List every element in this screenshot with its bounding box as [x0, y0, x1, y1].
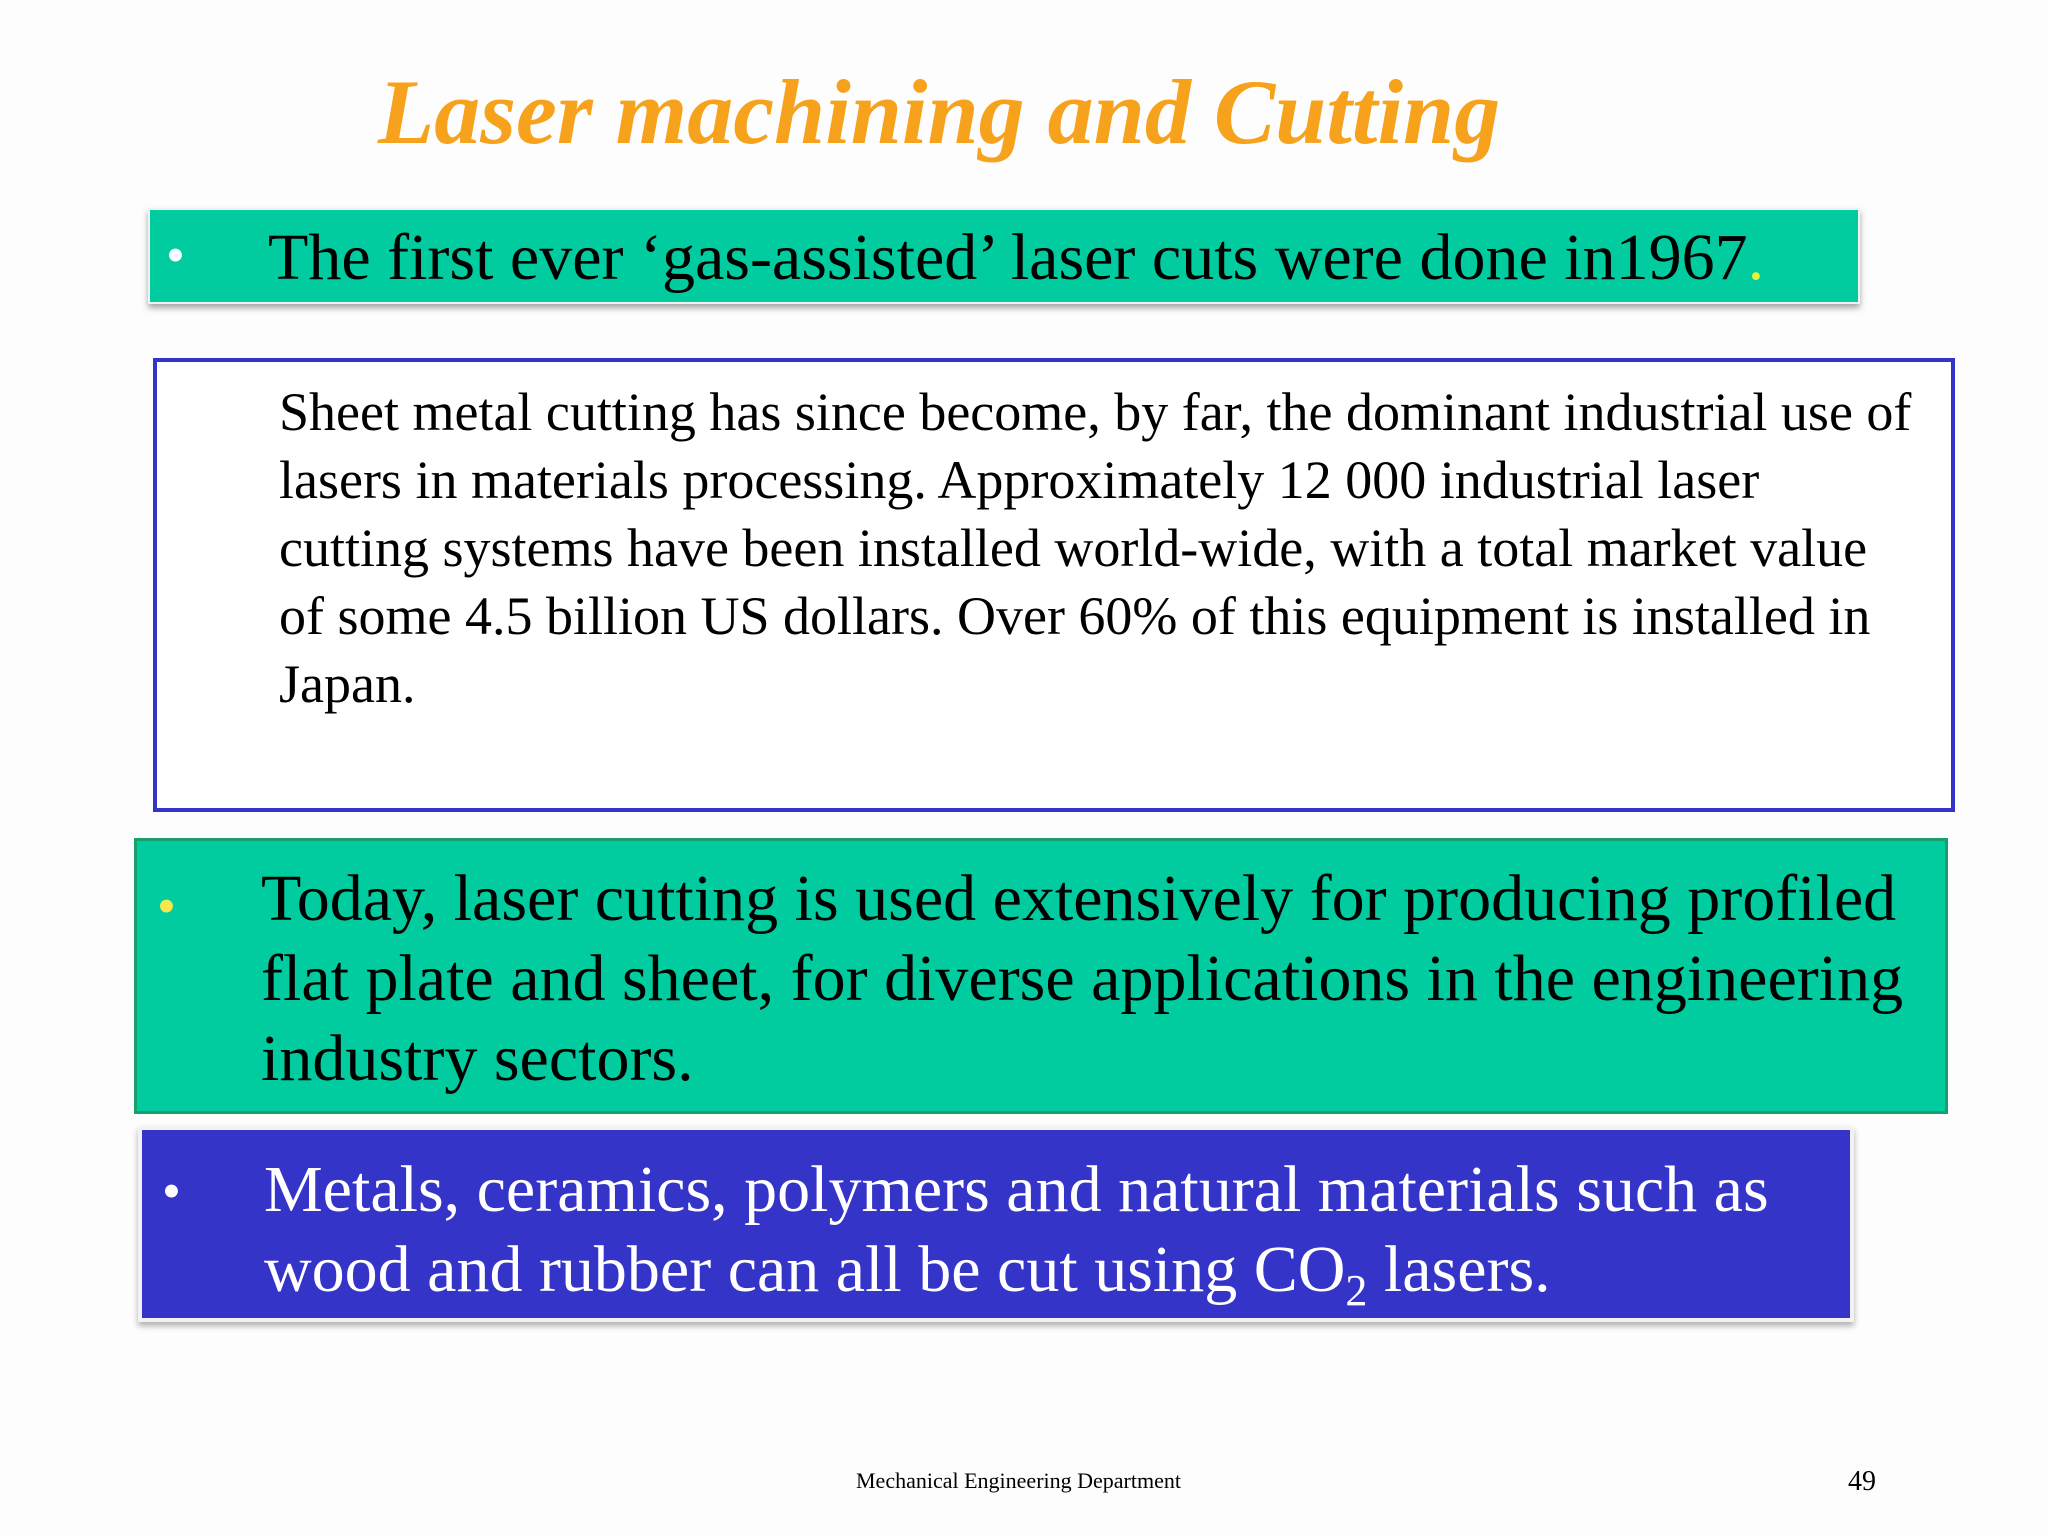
- bullet-box-materials: [138, 1126, 1854, 1322]
- bullet-text-before: Metals, ceramics, polymers and natural materials such as wood and rubber can all be cut using CO: [264, 1153, 1769, 1306]
- subscript-2: 2: [1345, 1266, 1368, 1315]
- bullet-text-period: .: [1747, 221, 1765, 294]
- paragraph-text: Sheet metal cutting has since become, by far, the dominant industrial use of lasers in materials processing. Approximately 12 000 industrial laser cutting systems have been installed world-wide, with a total market value of some 4.5 billion US dollars. Over 60% of this equipment is installed in Japan.: [279, 382, 1912, 714]
- bullet-text: [268, 222, 1764, 295]
- bullet-icon: •: [162, 1161, 181, 1221]
- bullet-icon: •: [166, 225, 185, 285]
- bullet-text: Today, laser cutting is used extensively for producing profiled flat plate and sheet, for diverse applications in the engineering industry sectors.: [261, 862, 1904, 1095]
- slide-title: Laser machining and Cutting: [378, 61, 1501, 163]
- bullet-icon: •: [157, 876, 176, 936]
- paragraph-box-sheet-metal: [153, 358, 1955, 812]
- bullet-text-main: The first ever ‘gas-assisted’ laser cuts were done in1967: [268, 221, 1748, 294]
- bullet-text-after: lasers.: [1367, 1233, 1551, 1306]
- footer-department: Mechanical Engineering Department: [856, 1468, 1181, 1493]
- page-number: 49: [1848, 1466, 1876, 1497]
- bullet-box-first-gas-assisted: [148, 208, 1860, 304]
- bullet-text: [264, 1150, 1834, 1315]
- bullet-box-today: [134, 838, 1948, 1114]
